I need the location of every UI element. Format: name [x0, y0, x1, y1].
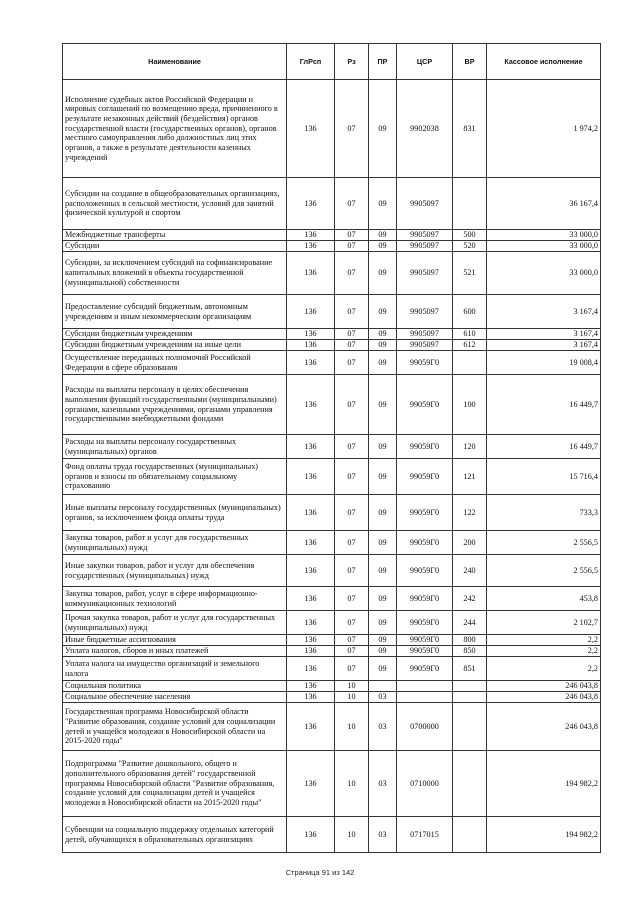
cell-rz: 07	[335, 611, 369, 635]
table-row	[63, 703, 601, 751]
cell-vr: 242	[453, 587, 487, 611]
cell-glrsp: 136	[287, 230, 335, 241]
cell-pr: 03	[369, 703, 397, 751]
cell-rz: 07	[335, 435, 369, 459]
table-row	[63, 230, 601, 241]
cell-glrsp: 136	[287, 531, 335, 555]
cell-amount: 2,2	[487, 657, 601, 681]
cell-glrsp: 136	[287, 340, 335, 351]
cell-vr: 240	[453, 555, 487, 587]
cell-name: Иные закупки товаров, работ и услуг для обеспечения государственных (муниципальных) нужд	[63, 555, 287, 587]
cell-amount: 2 556,5	[487, 531, 601, 555]
cell-pr: 09	[369, 80, 397, 178]
cell-pr: 09	[369, 241, 397, 252]
cell-name: Расходы на выплаты персоналу государственных (муниципальных) органов	[63, 435, 287, 459]
cell-pr: 03	[369, 751, 397, 817]
cell-vr	[453, 351, 487, 375]
cell-pr: 09	[369, 295, 397, 329]
cell-name: Субсидии, за исключением субсидий на софинансирование капитальных вложений в объекты государственной (муниципальной) собственности	[63, 252, 287, 295]
cell-amount: 733,3	[487, 495, 601, 531]
cell-amount: 246 043,8	[487, 692, 601, 703]
cell-vr: 500	[453, 230, 487, 241]
cell-pr: 09	[369, 230, 397, 241]
cell-glrsp: 136	[287, 587, 335, 611]
cell-name: Государственная программа Новосибирской области "Развитие образования, создание условий для социализации детей и учащейся молодежи в Новосибирской области на 2015-2020 годы"	[63, 703, 287, 751]
cell-rz: 10	[335, 751, 369, 817]
cell-vr: 800	[453, 635, 487, 646]
cell-glrsp: 136	[287, 692, 335, 703]
cell-rz: 07	[335, 241, 369, 252]
cell-vr: 120	[453, 435, 487, 459]
cell-csr: 99059Г0	[397, 657, 453, 681]
cell-glrsp: 136	[287, 435, 335, 459]
header-rz: Рз	[335, 44, 369, 80]
cell-vr: 121	[453, 459, 487, 495]
cell-vr: 610	[453, 329, 487, 340]
cell-rz: 07	[335, 252, 369, 295]
cell-amount: 16 449,7	[487, 375, 601, 435]
table-row	[63, 351, 601, 375]
cell-glrsp: 136	[287, 817, 335, 853]
cell-name: Подпрограмма "Развитие дошкольного, общего и дополнительного образования детей" государственной программы Новосибирской области "Развитие образования, создание условий для социализации детей и учащейся молодежи в Новосибирской области на 2015-2020 годы"	[63, 751, 287, 817]
table-row	[63, 295, 601, 329]
cell-pr: 09	[369, 657, 397, 681]
table-row	[63, 435, 601, 459]
header-csr: ЦСР	[397, 44, 453, 80]
cell-amount: 33 000,0	[487, 241, 601, 252]
cell-amount: 3 167,4	[487, 329, 601, 340]
cell-name: Прочая закупка товаров, работ и услуг для государственных (муниципальных) нужд	[63, 611, 287, 635]
cell-rz: 07	[335, 555, 369, 587]
table-row	[63, 495, 601, 531]
cell-pr: 09	[369, 340, 397, 351]
header-vr: ВР	[453, 44, 487, 80]
cell-name: Уплата налогов, сборов и иных платежей	[63, 646, 287, 657]
cell-name: Иные выплаты персоналу государственных (муниципальных) органов, за исключением фонда оплаты труда	[63, 495, 287, 531]
cell-pr: 09	[369, 459, 397, 495]
table-row	[63, 817, 601, 853]
cell-pr: 09	[369, 611, 397, 635]
cell-rz: 07	[335, 80, 369, 178]
cell-name: Межбюджетные трансферты	[63, 230, 287, 241]
cell-amount: 2,2	[487, 646, 601, 657]
cell-glrsp: 136	[287, 646, 335, 657]
cell-csr: 99059Г0	[397, 531, 453, 555]
cell-amount: 36 167,4	[487, 178, 601, 230]
cell-csr: 9905097	[397, 340, 453, 351]
cell-glrsp: 136	[287, 657, 335, 681]
table-row	[63, 241, 601, 252]
table-header-row	[63, 44, 601, 80]
cell-amount: 16 449,7	[487, 435, 601, 459]
table-body	[63, 80, 601, 853]
cell-amount: 33 000,0	[487, 252, 601, 295]
table-row	[63, 375, 601, 435]
cell-amount: 246 043,8	[487, 703, 601, 751]
cell-rz: 07	[335, 329, 369, 340]
cell-glrsp: 136	[287, 241, 335, 252]
header-pr: ПР	[369, 44, 397, 80]
cell-glrsp: 136	[287, 459, 335, 495]
cell-csr: 99059Г0	[397, 555, 453, 587]
cell-vr	[453, 751, 487, 817]
cell-csr: 99059Г0	[397, 351, 453, 375]
cell-pr: 09	[369, 329, 397, 340]
cell-name: Исполнение судебных актов Российской Федерации и мировых соглашений по возмещению вреда, причиненного в результате незаконных действий (бездействия) органов государственной власти (государственных органов), органов местного самоуправления либо должностных лиц этих органов, а также в результате деятельности казенных учреждений	[63, 80, 287, 178]
cell-amount: 3 167,4	[487, 340, 601, 351]
cell-rz: 07	[335, 340, 369, 351]
table-row	[63, 681, 601, 692]
cell-glrsp: 136	[287, 351, 335, 375]
header-amount: Кассовое исполнение	[487, 44, 601, 80]
cell-csr: 9905097	[397, 178, 453, 230]
cell-pr: 09	[369, 375, 397, 435]
cell-vr: 851	[453, 657, 487, 681]
cell-pr: 03	[369, 817, 397, 853]
cell-pr: 09	[369, 351, 397, 375]
cell-name: Субсидии бюджетным учреждениям на иные цели	[63, 340, 287, 351]
cell-rz: 07	[335, 587, 369, 611]
cell-rz: 07	[335, 351, 369, 375]
cell-csr: 9905097	[397, 329, 453, 340]
cell-name: Субсидии на создание в общеобразовательных организациях, расположенных в сельской местности, условий для занятий физической культурой и спортом	[63, 178, 287, 230]
cell-glrsp: 136	[287, 635, 335, 646]
table-row	[63, 611, 601, 635]
page-number: Страница 91 из 142	[285, 868, 355, 877]
cell-rz: 07	[335, 295, 369, 329]
cell-name: Предоставление субсидий бюджетным, автономным учреждениям и иным некоммерческим организациям	[63, 295, 287, 329]
cell-amount: 246 043,8	[487, 681, 601, 692]
cell-vr: 831	[453, 80, 487, 178]
cell-csr	[397, 692, 453, 703]
cell-pr: 09	[369, 178, 397, 230]
cell-csr: 99059Г0	[397, 587, 453, 611]
cell-rz: 07	[335, 646, 369, 657]
table-row	[63, 692, 601, 703]
cell-glrsp: 136	[287, 495, 335, 531]
cell-name: Расходы на выплаты персоналу в целях обеспечения выполнения функций государственными (муниципальными) органами, казенными учреждениями, органами управления государственными внебюджетными фондами	[63, 375, 287, 435]
cell-pr: 09	[369, 587, 397, 611]
cell-glrsp: 136	[287, 703, 335, 751]
cell-amount: 194 982,2	[487, 817, 601, 853]
cell-glrsp: 136	[287, 555, 335, 587]
cell-rz: 07	[335, 375, 369, 435]
cell-name: Социальная политика	[63, 681, 287, 692]
table-row	[63, 751, 601, 817]
cell-pr: 09	[369, 252, 397, 295]
table-row	[63, 587, 601, 611]
header-glrsp: ГлРсп	[287, 44, 335, 80]
cell-glrsp: 136	[287, 252, 335, 295]
cell-amount: 2 556,5	[487, 555, 601, 587]
table-row	[63, 340, 601, 351]
cell-pr: 09	[369, 531, 397, 555]
cell-name: Уплата налога на имущество организаций и земельного налога	[63, 657, 287, 681]
cell-csr: 9902038	[397, 80, 453, 178]
cell-csr: 99059Г0	[397, 375, 453, 435]
cell-amount: 15 716,4	[487, 459, 601, 495]
cell-amount: 2 102,7	[487, 611, 601, 635]
table-row	[63, 329, 601, 340]
cell-name: Субвенции на социальную поддержку отдельных категорий детей, обучающихся в образовательных организациях	[63, 817, 287, 853]
cell-rz: 07	[335, 657, 369, 681]
cell-vr	[453, 817, 487, 853]
cell-amount: 19 008,4	[487, 351, 601, 375]
cell-vr: 122	[453, 495, 487, 531]
cell-amount: 194 982,2	[487, 751, 601, 817]
cell-name: Субсидии	[63, 241, 287, 252]
cell-vr: 100	[453, 375, 487, 435]
cell-vr	[453, 703, 487, 751]
cell-csr: 99059Г0	[397, 435, 453, 459]
cell-csr: 99059Г0	[397, 495, 453, 531]
cell-name: Иные бюджетные ассигнования	[63, 635, 287, 646]
header-name: Наименование	[63, 44, 287, 80]
cell-glrsp: 136	[287, 295, 335, 329]
cell-pr	[369, 681, 397, 692]
cell-rz: 10	[335, 817, 369, 853]
cell-glrsp: 136	[287, 611, 335, 635]
table-row	[63, 635, 601, 646]
cell-rz: 07	[335, 635, 369, 646]
cell-pr: 09	[369, 555, 397, 587]
cell-name: Социальное обеспечение населения	[63, 692, 287, 703]
cell-csr: 99059Г0	[397, 635, 453, 646]
cell-amount: 2,2	[487, 635, 601, 646]
cell-rz: 07	[335, 178, 369, 230]
table-row	[63, 531, 601, 555]
cell-name: Закупка товаров, работ, услуг в сфере информационно-коммуникационных технологий	[63, 587, 287, 611]
cell-csr: 9905097	[397, 241, 453, 252]
cell-glrsp: 136	[287, 329, 335, 340]
cell-rz: 07	[335, 495, 369, 531]
cell-csr	[397, 681, 453, 692]
cell-csr: 99059Г0	[397, 611, 453, 635]
cell-amount: 3 167,4	[487, 295, 601, 329]
cell-glrsp: 136	[287, 375, 335, 435]
cell-rz: 07	[335, 531, 369, 555]
cell-glrsp: 136	[287, 681, 335, 692]
cell-glrsp: 136	[287, 80, 335, 178]
cell-rz: 07	[335, 459, 369, 495]
table-row	[63, 555, 601, 587]
cell-vr: 521	[453, 252, 487, 295]
cell-vr	[453, 681, 487, 692]
cell-rz: 07	[335, 230, 369, 241]
cell-glrsp: 136	[287, 178, 335, 230]
cell-csr: 9905097	[397, 252, 453, 295]
cell-csr: 0717015	[397, 817, 453, 853]
cell-name: Субсидии бюджетным учреждениям	[63, 329, 287, 340]
cell-csr: 0700000	[397, 703, 453, 751]
table-row	[63, 459, 601, 495]
cell-vr: 850	[453, 646, 487, 657]
cell-vr: 600	[453, 295, 487, 329]
cell-rz: 10	[335, 692, 369, 703]
table-row	[63, 646, 601, 657]
cell-vr	[453, 692, 487, 703]
cell-csr: 0710000	[397, 751, 453, 817]
cell-pr: 09	[369, 435, 397, 459]
cell-pr: 09	[369, 495, 397, 531]
cell-csr: 9905097	[397, 295, 453, 329]
table-row	[63, 178, 601, 230]
cell-amount: 1 974,2	[487, 80, 601, 178]
cell-rz: 10	[335, 703, 369, 751]
table-row	[63, 80, 601, 178]
table-row	[63, 252, 601, 295]
cell-name: Закупка товаров, работ и услуг для государственных (муниципальных) нужд	[63, 531, 287, 555]
budget-table	[62, 43, 601, 853]
cell-name: Фонд оплаты труда государственных (муниципальных) органов и взносы по обязательному социальному страхованию	[63, 459, 287, 495]
cell-pr: 09	[369, 635, 397, 646]
cell-csr: 9905097	[397, 230, 453, 241]
cell-name: Осуществление переданных полномочий Российской Федерации в сфере образования	[63, 351, 287, 375]
cell-vr: 520	[453, 241, 487, 252]
table-row	[63, 657, 601, 681]
cell-vr: 200	[453, 531, 487, 555]
cell-rz: 10	[335, 681, 369, 692]
cell-amount: 453,8	[487, 587, 601, 611]
cell-pr: 09	[369, 646, 397, 657]
cell-vr: 612	[453, 340, 487, 351]
cell-glrsp: 136	[287, 751, 335, 817]
cell-csr: 99059Г0	[397, 459, 453, 495]
cell-vr	[453, 178, 487, 230]
cell-pr: 03	[369, 692, 397, 703]
cell-csr: 99059Г0	[397, 646, 453, 657]
cell-vr: 244	[453, 611, 487, 635]
cell-amount: 33 000,0	[487, 230, 601, 241]
